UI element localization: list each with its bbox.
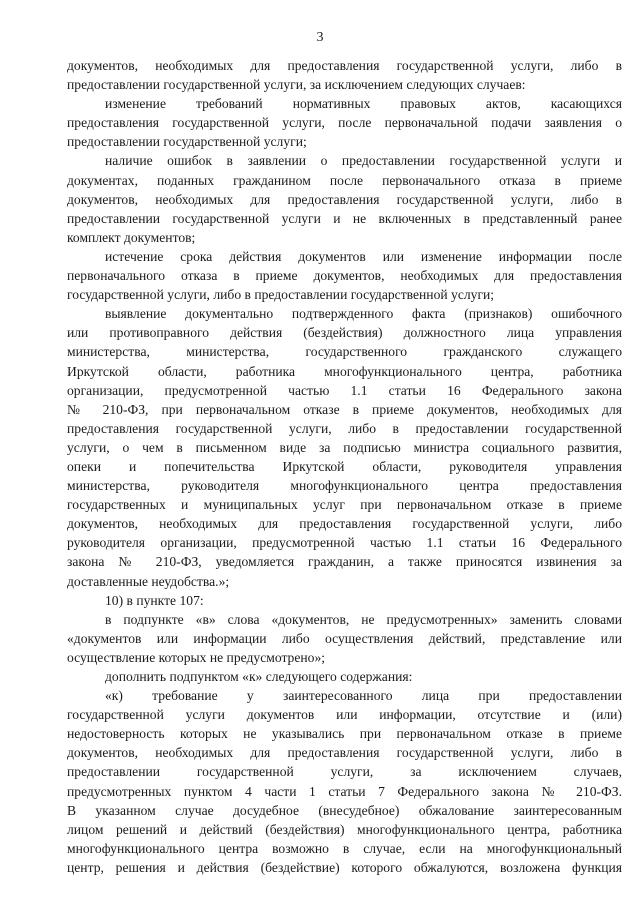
text-line: дополнить подпунктом «к» следующего содержания:	[105, 669, 413, 684]
text-line: государственной услуги, либо в предоставлении государственной услуги;	[67, 287, 495, 303]
text-line: лицом решений и действий (бездействия) многофункционального центра, работника	[67, 821, 622, 837]
text-line: комплект документов;	[67, 229, 196, 245]
text-line: центр, решения и действия (бездействие) которого обжалуются, возложена функция	[67, 859, 622, 875]
text-line: предоставления государственной услуги, либо в предоставлении государственной	[67, 420, 622, 436]
text-line: документов, необходимых для предоставления государственной услуги, либо	[67, 516, 622, 532]
text-line: предоставлении государственной услуги;	[67, 134, 307, 150]
text-line: опеки и попечительства Иркутской области, руководителя управления	[67, 458, 622, 474]
text-line: Иркутской области, работника многофункционального центра, работника	[67, 363, 622, 379]
text-line: министерства, министерства, государственного гражданского служащего	[67, 344, 622, 360]
text-line: предусмотренных пунктом 4 части 1 статьи 7 Федерального закона № 210-ФЗ.	[67, 783, 622, 799]
text-line: В указанном случае досудебное (внесудебное) обжалование заинтересованным	[67, 802, 622, 818]
text-line: организации, предусмотренной частью 1.1 статьи 16 Федерального закона	[67, 382, 622, 398]
text-line: или противоправного действия (бездействия) должностного лица управления	[67, 325, 622, 341]
text-line: наличие ошибок в заявлении о предоставлении государственной услуги и	[105, 153, 622, 169]
text-line: государственных и муниципальных услуг при первоначальном отказе в приеме	[67, 497, 622, 513]
text-line: доставленные неудобства.»;	[67, 573, 230, 589]
text-line: осуществление которых не предусмотрено»;	[67, 649, 326, 665]
text-line: первоначального отказа в приеме документов, необходимых для предоставления	[67, 268, 622, 284]
text-line: государственной услуги документов или информации, отсутствие и (или)	[67, 707, 622, 723]
text-line: «к) требование у заинтересованного лица при предоставлении	[105, 688, 622, 704]
text-line: закона № 210-ФЗ, уведомляется гражданин, а также приносятся извинения за	[67, 554, 622, 570]
text-line: руководителя организации, предусмотренной частью 1.1 статьи 16 Федерального	[67, 535, 622, 551]
text-line: недостоверность которых не указывались при первоначальном отказе в приеме	[67, 726, 622, 742]
text-line: в подпункте «в» слова «документов, не предусмотренных» заменить словами	[105, 611, 622, 627]
text-line: 10) в пункте 107:	[105, 592, 204, 608]
text-line: документов, необходимых для предоставления государственной услуги, либо в	[67, 745, 622, 761]
text-line: предоставления государственной услуги, после первоначальной подачи заявления о	[67, 115, 622, 131]
text-line: предоставлении государственной услуги, за исключением случаев,	[67, 764, 622, 780]
text-line: услуги, о чем в письменном виде за подписью министра социального развития,	[67, 439, 622, 455]
text-line: предоставлении государственной услуги и не включенных в представленный ранее	[67, 210, 622, 226]
text-line: изменение требований нормативных правовых актов, касающихся	[105, 96, 622, 112]
document-body	[67, 56, 622, 877]
page-number: 3	[316, 30, 324, 45]
text-line: № 210-ФЗ, при первоначальном отказе в приеме документов, необходимых для	[67, 401, 622, 417]
text-line: министерства, руководителя многофункционального центра предоставления	[67, 478, 622, 494]
text-line: «документов или информации либо осуществления действий, представление или	[67, 630, 622, 646]
text-line: истечение срока действия документов или изменение информации после	[105, 248, 622, 264]
text-line: документов, необходимых для предоставления государственной услуги, либо в	[67, 58, 622, 73]
text-line: выявление документально подтвержденного факта (признаков) ошибочного	[105, 306, 622, 322]
text-line: предоставлении государственной услуги, за исключением следующих случаев:	[67, 77, 526, 93]
text-line: документов, необходимых для предоставления государственной услуги, либо в	[67, 191, 622, 207]
text-line: документах, поданных гражданином после первоначального отказа в приеме	[67, 172, 622, 188]
text-line: многофункционального центра возможно в случае, если на многофункциональный	[67, 840, 622, 856]
